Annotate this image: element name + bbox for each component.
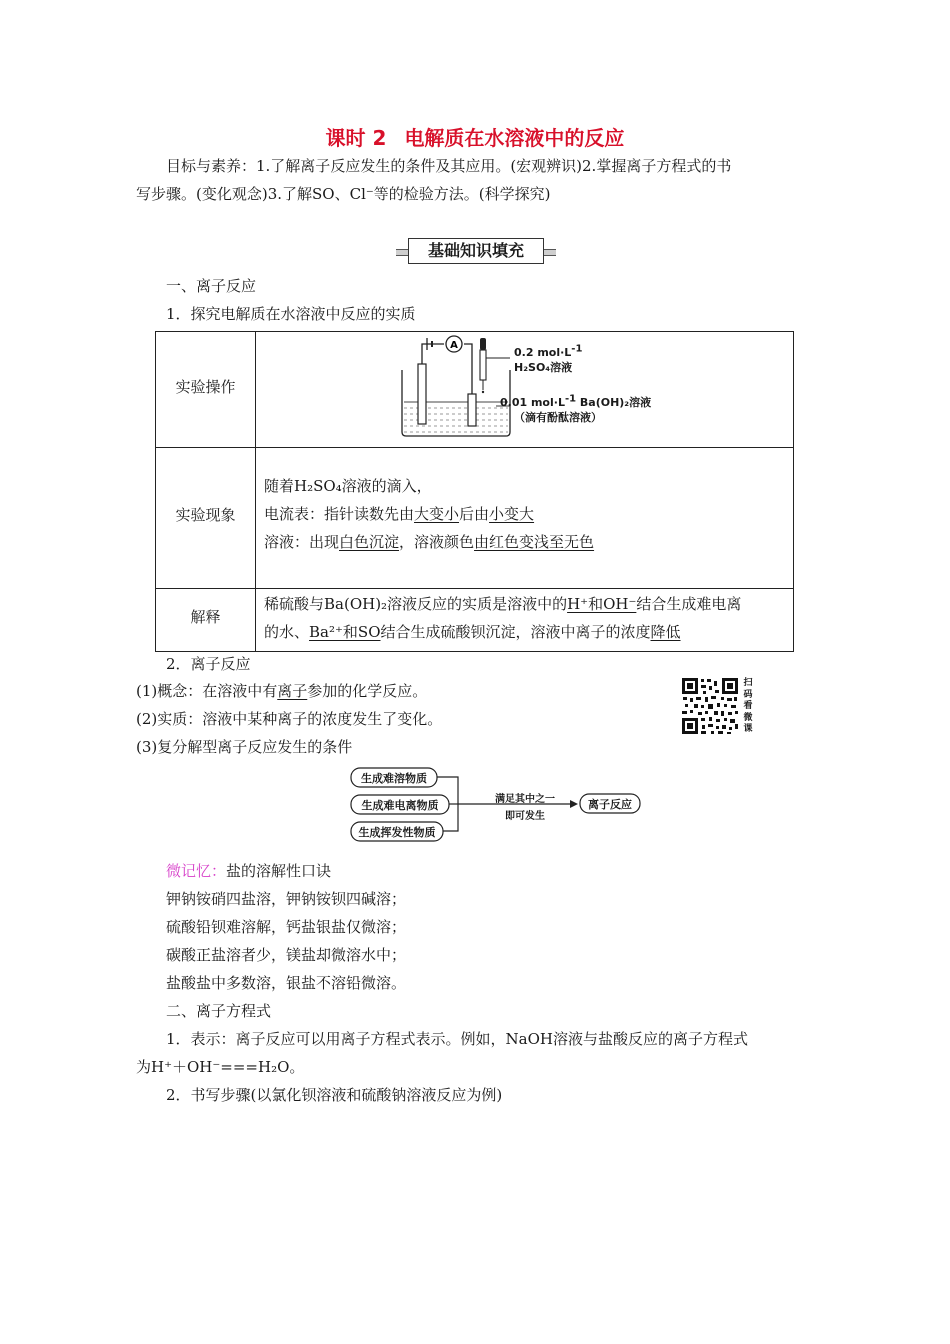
section-banner: [396, 238, 556, 264]
answer-blank: 白色沉淀: [339, 533, 400, 551]
ammeter-label: A: [450, 340, 458, 351]
table-row-divider: [156, 588, 793, 589]
answer-blank: 降低: [650, 623, 681, 641]
banner-label: 基础知识填充: [408, 238, 544, 264]
table-column-divider: [255, 332, 256, 651]
subheading-1-2: 2．离子反应: [166, 655, 251, 673]
answer-blank: Ba²⁺和SO: [309, 623, 381, 641]
memo-line: 钾钠铵硝四盐溶，钾钠铵钡四碱溶；: [166, 890, 407, 908]
arrow-label-1: 满足其中之一: [495, 794, 555, 805]
arrow-label-2: 即可发生: [505, 811, 545, 822]
section-heading-1: 一、离子反应: [166, 277, 257, 295]
memo-label: 微记忆：: [166, 862, 227, 880]
row-head-explanation: 解释: [190, 608, 221, 626]
objectives-line-1: 目标与素养：1.了解离子反应发生的条件及其应用。(宏观辨识)2.掌握离子方程式的书: [166, 157, 732, 175]
memo-heading: 微记忆：盐的溶解性口诀: [166, 862, 332, 880]
dropper-bulb-icon: [480, 338, 486, 350]
memo-line: 硫酸铅钡难溶解，钙盐银盐仅微溶；: [166, 918, 407, 936]
phenomena-line: 溶液：出现白色沉淀，溶液颜色由红色变浅至无色: [264, 533, 595, 551]
apparatus-label-acid: 0.2 $mol\cdot L^{-1}$ H₂SO₄溶液: [514, 343, 583, 374]
objectives-line-2: 写步骤。(变化观念)3.了解SO、Cl⁻等的检验方法。(科学探究): [136, 185, 551, 203]
electrode-icon: [418, 364, 426, 424]
condition-box-2-label: 生成难电离物质: [361, 799, 439, 812]
answer-blank: 离子: [277, 682, 308, 700]
phenomena-line: 随着H₂SO₄溶液的滴入，: [264, 477, 432, 495]
condition-box-1-label: 生成难溶物质: [361, 772, 427, 785]
lesson-name: 电解质在水溶液中的反应: [404, 126, 625, 150]
result-box-label: 离子反应: [588, 798, 632, 811]
paragraph-line: 1．表示：离子反应可以用离子方程式表示。例如，NaOH溶液与盐酸反应的离子方程式: [166, 1030, 748, 1048]
answer-blank: 大变小: [414, 505, 460, 523]
paragraph-line: 为H⁺＋OH⁻===H₂O。: [136, 1058, 305, 1076]
condition-box-3-label: 生成挥发性物质: [358, 826, 436, 839]
electrode-icon: [468, 394, 476, 426]
answer-blank: 小变大: [489, 505, 535, 523]
apparatus-label-base: 0.01 $mol\cdot L^{-1}$ Ba(OH)₂溶液 （滴有酚酞溶液）: [500, 393, 652, 424]
qr-code-icon[interactable]: [681, 677, 739, 735]
phenomena-line: 电流表：指针读数先由大变小后由小变大: [264, 505, 535, 523]
concept-line: (1)概念：在溶液中有离子参加的化学反应。: [136, 682, 428, 700]
conditions-line: (3)复分解型离子反应发生的条件: [136, 738, 353, 756]
essence-line: (2)实质：溶液中某种离子的浓度发生了变化。: [136, 710, 443, 728]
lesson-number: 课时 2: [325, 126, 387, 150]
memo-line: 碳酸正盐溶者少，镁盐却微溶水中；: [166, 946, 407, 964]
explanation-line: 稀硫酸与Ba(OH)₂溶液反应的实质是溶液中的H⁺和OH⁻结合生成难电离: [264, 595, 742, 613]
memo-line: 盐酸盐中多数溶，银盐不溶铅微溶。: [166, 974, 407, 992]
phenomena-text: [264, 472, 789, 556]
lesson-title: [0, 122, 950, 151]
row-head-operation: 实验操作: [175, 378, 236, 396]
explanation-text: [264, 590, 789, 646]
dropper-icon: [480, 350, 486, 380]
subheading-1-1: 1．探究电解质在水溶液中反应的实质: [166, 305, 416, 323]
table-row-divider: [156, 447, 793, 448]
experiment-table: [155, 331, 794, 652]
paragraph-line: 2．书写步骤(以氯化钡溶液和硫酸钠溶液反应为例): [166, 1086, 503, 1104]
answer-blank: 由红色变浅至无色: [474, 533, 595, 551]
row-head-phenomenon: 实验现象: [175, 506, 236, 524]
answer-blank: H⁺和OH⁻: [567, 595, 637, 613]
section-heading-2: 二、离子方程式: [166, 1002, 272, 1020]
explanation-line: 的水、Ba²⁺和SO结合生成硫酸钡沉淀，溶液中离子的浓度降低: [264, 623, 681, 641]
qr-caption: 扫 码 看 微 课: [743, 678, 753, 734]
